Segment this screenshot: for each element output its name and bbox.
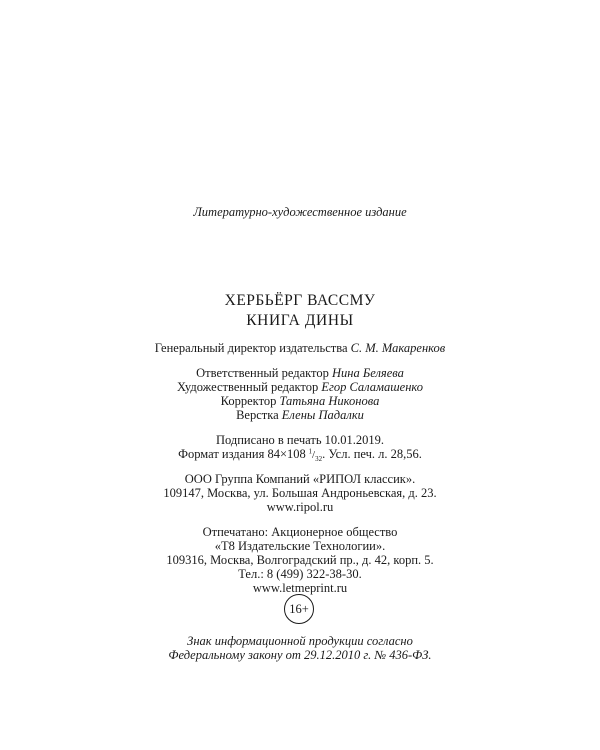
printer-address: 109316, Москва, Волгоградский пр., д. 42, корп. 5. — [166, 553, 434, 567]
staff-role: Художественный редактор — [176, 380, 319, 394]
publisher-address: 109147, Москва, ул. Большая Андроньевская, д. 23. — [163, 486, 437, 500]
printer-line-2: «Т8 Издательские Технологии». — [214, 539, 386, 553]
printer-line-1: Отпечатано: Акционерное общество — [202, 525, 398, 539]
staff-name: Татьяна Никонова — [279, 394, 380, 408]
format-prefix: Формат издания 84×108 — [178, 447, 306, 461]
staff-line-art-editor — [0, 380, 600, 394]
age-rating-badge — [284, 594, 314, 624]
staff-role: Ответственный редактор — [196, 366, 329, 380]
director-line — [0, 341, 600, 355]
print-format — [0, 447, 600, 462]
staff-role: Верстка — [236, 408, 279, 422]
staff-name: Елены Падалки — [281, 408, 364, 422]
signed-to-print: Подписано в печать 10.01.2019. — [215, 433, 385, 447]
printer-site: www.letmeprint.ru — [252, 581, 348, 595]
director-label: Генеральный директор издательства — [154, 341, 348, 355]
format-numerator: 1 — [308, 447, 313, 456]
printer-phone: Тел.: 8 (499) 322-38-30. — [238, 567, 362, 581]
book-title: КНИГА ДИНЫ — [246, 312, 354, 329]
staff-name: Егор Саламашенко — [321, 380, 424, 394]
staff-line-layout — [0, 408, 600, 422]
staff-name: Нина Беляева — [331, 366, 404, 380]
publisher-site: www.ripol.ru — [266, 500, 334, 514]
staff-line-editor — [0, 366, 600, 380]
director-name: С. М. Макаренков — [350, 341, 446, 355]
publisher-name: ООО Группа Компаний «РИПОЛ классик». — [184, 472, 416, 486]
age-notice-line-1: Знак информационной продукции согласно — [187, 634, 413, 648]
author-name: ХЕРБЬЁРГ ВАССМУ — [224, 292, 376, 309]
edition-type: Литературно-художественное издание — [193, 205, 407, 219]
age-rating: 16+ — [289, 601, 309, 616]
format-denominator: 32 — [315, 455, 323, 464]
staff-line-corrector — [0, 394, 600, 408]
age-notice-line-2: Федеральному закону от 29.12.2010 г. № 436-ФЗ. — [168, 648, 432, 662]
staff-role: Корректор — [220, 394, 277, 408]
format-fraction: $^1/_{32}$ — [308, 447, 323, 464]
format-suffix: . Усл. печ. л. 28,56. — [322, 447, 422, 461]
